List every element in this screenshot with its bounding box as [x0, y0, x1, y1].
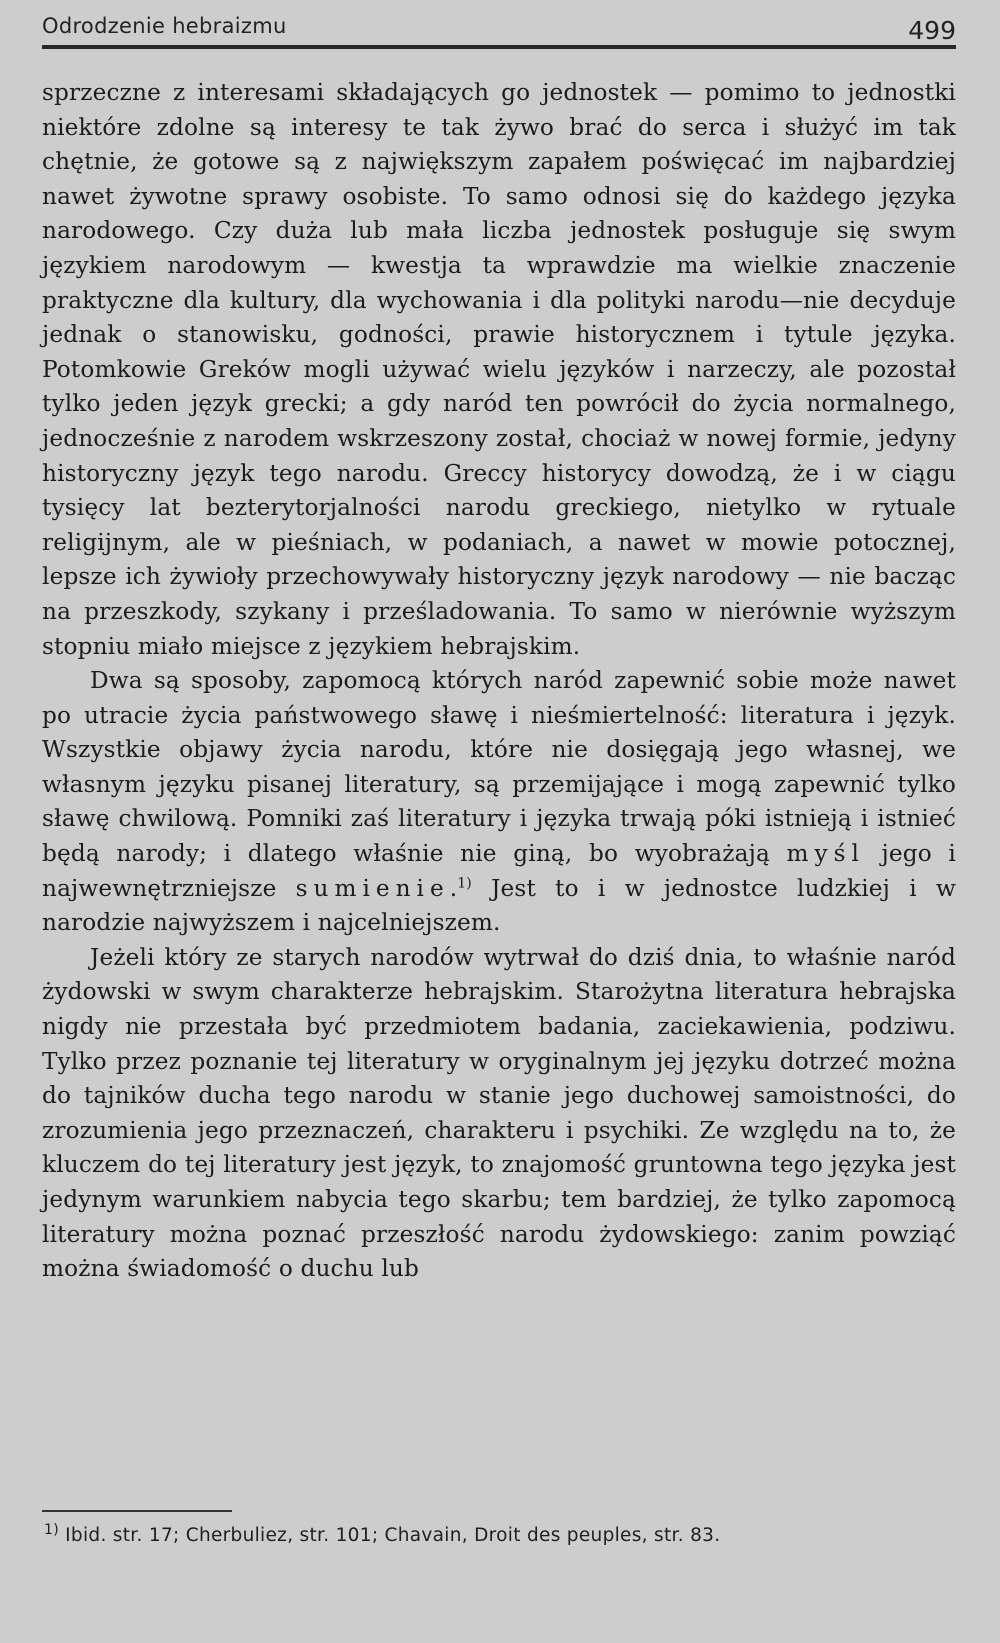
running-head: [42, 10, 956, 44]
footnote: [44, 1521, 956, 1546]
paragraph-2-part4: Jest to i w jednostce ludzkiej i w narodzie najwyższem i najcelniejszem.: [42, 874, 956, 937]
header-rule: [42, 45, 956, 49]
body-text: [42, 76, 956, 1287]
footnote-mark: 1): [44, 1521, 59, 1538]
footnote-rule: [42, 1510, 232, 1512]
running-title: Odrodzenie hebraizmu: [42, 14, 287, 38]
footnote-reference[interactable]: 1): [457, 874, 472, 891]
footnote-text: Ibid. str. 17; Cherbuliez, str. 101; Chavain, Droit des peuples, str. 83.: [58, 1525, 721, 1546]
paragraph-3: Jeżeli który ze starych narodów wytrwał do dziś dnia, to właśnie naród żydowski w swym charakterze hebrajskim. Starożytna literatura hebrajska nigdy nie przestała być przedmiotem badania, zaciekawienia, podziwu. Tylko przez poznanie tej literatury w oryginalnym jej języku dotrzeć można do tajników ducha tego narodu w stanie jego duchowej samoistności, do zrozumienia jego przeznaczeń, charakteru i psychiki. Ze względu na to, że kluczem do tej literatury jest język, to znajomość gruntowna tego języka jest jedynym warunkiem nabycia tego skarbu; tem bardziej, że tylko zapomocą literatury można poznać przeszłość narodu żydowskiego: zanim powziąć można świadomość o duchu lub: [42, 943, 956, 1283]
paragraph-2-part3: .: [449, 874, 458, 902]
paragraph-2-part1: Dwa są sposoby, zapomocą których naród zapewnić sobie może nawet po utracie życia państwowego sławę i nieśmiertelność: literatura i język. Wszystkie objawy życia narodu, które nie dosięgają jego własnej, we własnym języku pisanej literatury, są przemijające i mogą zapewnić tylko sławę chwilową. Pomniki zaś literatury i języka trwają póki istnieją i istnieć będą narody; i dlatego właśnie nie giną, bo wyobrażają: [42, 667, 956, 868]
spaced-word-mysl: myśl: [786, 840, 865, 868]
page-number: 499: [908, 16, 956, 45]
spaced-word-sumienie: sumienie: [295, 874, 450, 902]
paragraph-1: sprzeczne z interesami składających go jednostek — pomimo to jednostki niektóre zdolne są interesy te tak żywo brać do serca i służyć im tak chętnie, że gotowe są z największym zapałem poświęcać im najbardziej nawet żywotne sprawy osobiste. To samo odnosi się do każdego języka narodowego. Czy duża lub mała liczba jednostek posługuje się swym językiem narodowym — kwestja ta wprawdzie ma wielkie znaczenie praktyczne dla kultury, dla wychowania i dla polityki narodu—nie decyduje jednak o stanowisku, godności, prawie historycznem i tytule języka. Potomkowie Greków mogli używać wielu języków i narzeczy, ale pozostał tylko jeden język grecki; a gdy naród ten powrócił do życia normalnego, jednocześnie z narodem wskrzeszony został, chociaż w nowej formie, jedyny historyczny język tego narodu. Greccy historycy dowodzą, że i w ciągu tysięcy lat bezterytorjalności narodu greckiego, nietylko w rytuale religijnym, ale w pieśniach, w podaniach, a nawet w mowie potocznej, lepsze ich żywioły przechowywały historyczny język narodowy — nie bacząc na przeszkody, szykany i prześladowania. To samo w nierównie wyższym stopniu miało miejsce z językiem hebrajskim.: [42, 79, 956, 660]
paragraph-2-part2: jego i najwewnętrzniejsze: [42, 840, 956, 902]
paragraph-2: [42, 664, 956, 941]
